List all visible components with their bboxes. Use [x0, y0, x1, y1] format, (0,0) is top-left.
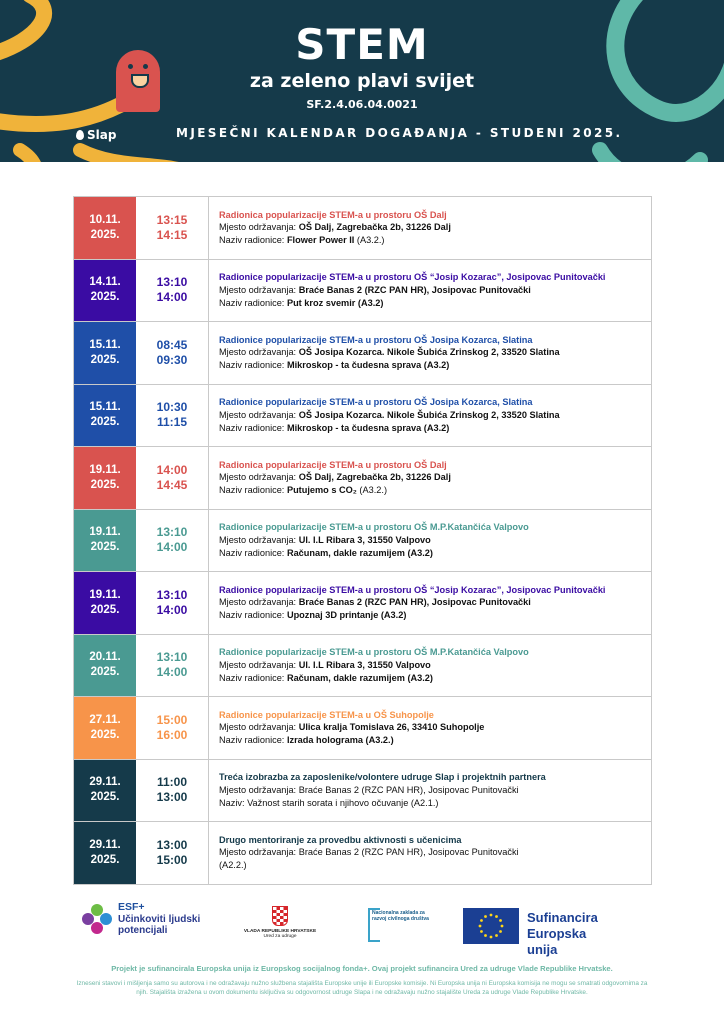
event-title: Radionica popularizacije STEM-a u prostoru OŠ Dalj	[219, 209, 447, 220]
event-date-day: 14.11.	[89, 276, 121, 289]
esf-top-text: ESF+	[118, 901, 145, 913]
event-place	[219, 534, 651, 547]
event-name	[219, 734, 651, 747]
event-name-label: Naziv radionice:	[219, 547, 285, 558]
event-name-label: Naziv radionice:	[219, 610, 285, 621]
event-start-time: 10:30	[156, 400, 188, 415]
event-name-label: Naziv radionice:	[219, 360, 285, 371]
event-row	[74, 197, 651, 260]
event-title: Drugo mentoriranje za provedbu aktivnosti s učenicima	[219, 834, 462, 845]
event-place-value: OŠ Dalj, Zagrebačka 2b, 31226 Dalj	[298, 472, 451, 483]
event-date	[74, 822, 136, 884]
event-code: (A3.2.)	[354, 235, 385, 246]
event-row	[74, 635, 651, 698]
event-date	[74, 322, 136, 384]
event-place-label: Mjesto održavanja:	[219, 534, 297, 545]
event-info	[209, 822, 651, 884]
event-info	[209, 510, 651, 572]
event-date-year: 2025.	[90, 728, 120, 741]
event-name	[219, 422, 651, 435]
event-row	[74, 572, 651, 635]
event-title: Treća izobrazba za zaposlenike/volontere udruge Slap i projektnih partnera	[219, 772, 546, 783]
event-end-time: 16:00	[156, 727, 188, 742]
event-end-time: 11:15	[156, 415, 188, 430]
event-date-day: 20.11.	[89, 651, 121, 664]
event-place	[219, 721, 651, 734]
event-name-label: Naziv radionice:	[219, 735, 285, 746]
event-start-time: 13:00	[156, 837, 188, 852]
event-start-time: 11:00	[156, 775, 188, 790]
event-time	[136, 447, 209, 509]
event-title: Radionice popularizacije STEM-a u prostoru OŠ M.P.Katančića Valpovo	[219, 522, 529, 533]
event-name-value: Računam, dakle razumijem (A3.2)	[286, 672, 433, 683]
nz-text: Nacionalna zaklada za razvoj civilnoga društva	[372, 910, 429, 922]
esf-text: Učinkoviti ljudski potencijali	[118, 913, 201, 936]
event-date-year: 2025.	[90, 853, 120, 866]
event-title: Radionica popularizacije STEM-a u prostoru OŠ Dalj	[219, 459, 447, 470]
event-info	[209, 197, 651, 259]
page-title: STEM	[295, 20, 429, 69]
event-title: Radionice popularizacije STEM-a u prostoru OŠ “Josip Kozarac”, Josipovac Punitovački	[219, 272, 606, 283]
event-time	[136, 322, 209, 384]
esf-flower-icon	[80, 902, 114, 936]
event-start-time: 08:45	[156, 337, 188, 352]
event-title: Radionice popularizacije STEM-a u prostoru OŠ Josipa Kozarca, Slatina	[219, 397, 533, 408]
event-name-value: Računam, dakle razumijem (A3.2)	[286, 547, 433, 558]
event-place	[219, 284, 651, 297]
event-date-day: 15.11.	[89, 401, 121, 414]
event-date-day: 10.11.	[89, 213, 121, 226]
event-date-year: 2025.	[90, 666, 120, 679]
event-date-year: 2025.	[90, 291, 120, 304]
event-time	[136, 635, 209, 697]
event-place	[219, 346, 651, 359]
event-date-day: 15.11.	[89, 338, 121, 351]
event-row	[74, 697, 651, 760]
event-place-label: Mjesto održavanja:	[219, 784, 297, 795]
event-date	[74, 447, 136, 509]
event-start-time: 13:10	[156, 275, 188, 290]
croatian-crest-icon	[272, 906, 288, 926]
event-place	[219, 784, 651, 797]
event-date-day: 19.11.	[89, 588, 121, 601]
event-date-day: 19.11.	[89, 463, 121, 476]
event-name-label: Naziv radionice:	[219, 672, 285, 683]
event-place	[219, 659, 651, 672]
event-name	[219, 484, 651, 497]
event-info	[209, 635, 651, 697]
event-code: (A3.2.)	[356, 485, 387, 496]
events-table	[73, 196, 652, 885]
event-row	[74, 260, 651, 323]
vlada-sub-text: Ured za udruge	[263, 934, 297, 939]
event-time	[136, 510, 209, 572]
event-start-time: 13:10	[156, 587, 188, 602]
event-end-time: 14:00	[156, 290, 188, 305]
event-name-value: Mikroskop - ta čudesna sprava (A3.2)	[286, 360, 450, 371]
logo-strip	[0, 892, 724, 957]
event-place-label: Mjesto održavanja:	[219, 847, 297, 858]
event-date-day: 29.11.	[89, 838, 121, 851]
event-place-value: Ulica kralja Tomislava 26, 33410 Suhopolje	[298, 722, 485, 733]
calendar-heading: MJESEČNI KALENDAR DOGAĐANJA - STUDENI 2025.	[176, 126, 623, 140]
page-subtitle: za zeleno plavi svijet	[249, 70, 475, 92]
event-date-day: 29.11.	[89, 776, 121, 789]
header-banner	[0, 0, 724, 162]
project-code: SF.2.4.06.04.0021	[306, 98, 418, 111]
event-date-year: 2025.	[90, 353, 120, 366]
event-info	[209, 322, 651, 384]
event-place-value: OŠ Dalj, Zagrebačka 2b, 31226 Dalj	[298, 222, 451, 233]
event-date	[74, 510, 136, 572]
event-row	[74, 510, 651, 573]
event-name-value: Flower Power II	[286, 235, 355, 246]
eu-text: Sufinancira Europska unija	[527, 910, 598, 957]
event-date	[74, 197, 136, 259]
event-name-label: Naziv radionice:	[219, 485, 285, 496]
event-name-value: Putujemo s CO₂	[286, 485, 357, 496]
event-name	[219, 609, 651, 622]
event-name-value: Važnost starih sorata i njihovo očuvanje (A2.1.)	[247, 797, 439, 808]
event-place-extra: (A2.2.)	[219, 860, 247, 871]
event-time	[136, 572, 209, 634]
event-place-value: Braće Banas 2 (RZC PAN HR), Josipovac Punitovački	[298, 284, 531, 295]
event-time	[136, 197, 209, 259]
event-start-time: 13:15	[156, 212, 188, 227]
event-end-time: 14:15	[156, 227, 188, 242]
event-date-year: 2025.	[90, 791, 120, 804]
event-date	[74, 635, 136, 697]
event-name-label: Naziv radionice:	[219, 422, 285, 433]
event-name-label: Naziv radionice:	[219, 235, 285, 246]
event-info	[209, 572, 651, 634]
event-place	[219, 846, 651, 859]
event-place-label: Mjesto održavanja:	[219, 284, 297, 295]
vlada-text: VLADA REPUBLIKE HRVATSKE	[243, 929, 317, 934]
event-time	[136, 385, 209, 447]
event-place	[219, 471, 651, 484]
event-date-day: 27.11.	[89, 713, 121, 726]
event-start-time: 15:00	[156, 712, 188, 727]
event-time	[136, 760, 209, 822]
event-date-day: 19.11.	[89, 526, 121, 539]
event-start-time: 13:10	[156, 525, 188, 540]
slap-logo-text: Slap	[87, 128, 117, 142]
event-place-value: OŠ Josipa Kozarca. Nikole Šubića Zrinskog 2, 33520 Slatina	[298, 347, 560, 358]
vlada-logo	[240, 906, 320, 939]
event-title: Radionice popularizacije STEM-a u prostoru OŠ M.P.Katančića Valpovo	[219, 647, 529, 658]
event-place-value: Ul. I.L Ribara 3, 31550 Valpovo	[298, 534, 431, 545]
event-start-time: 13:10	[156, 650, 188, 665]
event-place-value: Braće Banas 2 (RZC PAN HR), Josipovac Punitovački	[298, 597, 531, 608]
event-end-time: 14:00	[156, 665, 188, 680]
event-place-value: Braće Banas 2 (RZC PAN HR), Josipovac Punitovački	[298, 784, 519, 795]
event-place-value: Braće Banas 2 (RZC PAN HR), Josipovac Punitovački	[298, 847, 519, 858]
event-info	[209, 447, 651, 509]
event-row	[74, 760, 651, 823]
event-info	[209, 760, 651, 822]
event-date	[74, 697, 136, 759]
event-name	[219, 797, 651, 810]
event-end-time: 13:00	[156, 790, 188, 805]
event-date-year: 2025.	[90, 603, 120, 616]
event-date-year: 2025.	[90, 416, 120, 429]
event-row	[74, 447, 651, 510]
event-end-time: 14:45	[156, 477, 188, 492]
event-place-value: OŠ Josipa Kozarca. Nikole Šubića Zrinskog 2, 33520 Slatina	[298, 409, 560, 420]
disclaimer: Izneseni stavovi i mišljenja samo su autorova i ne odražavaju nužno službena stajališta Europske unije ili Europske komisije. Ni Europska unija ni Europska komisija ne mogu se smatrati odgovornima za njih. Stajališta izražena u ovom dokumentu isključiva su odgovornost udruge Slapa i ne odražavaju nužno stajalište Ureda za udruge Vlade Republike Hrvatske.	[76, 980, 648, 996]
event-date	[74, 385, 136, 447]
event-place-label: Mjesto održavanja:	[219, 472, 297, 483]
event-row	[74, 322, 651, 385]
event-place-label: Mjesto održavanja:	[219, 722, 297, 733]
event-place-value: Ul. I.L Ribara 3, 31550 Valpovo	[298, 659, 431, 670]
event-info	[209, 260, 651, 322]
event-row	[74, 822, 651, 885]
event-date	[74, 260, 136, 322]
eu-flag-icon	[463, 908, 519, 944]
event-place-label: Mjesto održavanja:	[219, 597, 297, 608]
event-name	[219, 359, 651, 372]
event-row	[74, 385, 651, 448]
event-name	[219, 672, 651, 685]
event-time	[136, 260, 209, 322]
funding-note: Projekt je sufinancirala Europska unija iz Europskog socijalnog fonda+. Ovaj projekt sufinancira Ured za udruge Vlade Republike Hrvatske.	[111, 964, 613, 973]
event-date	[74, 760, 136, 822]
event-title: Radionice popularizacije STEM-a u OŠ Suhopolje	[219, 709, 434, 720]
event-name-label: Naziv:	[219, 797, 245, 808]
event-name	[219, 547, 651, 560]
event-end-time: 14:00	[156, 602, 188, 617]
event-place	[219, 409, 651, 422]
event-name-value: Izrada holograma (A3.2.)	[286, 735, 394, 746]
event-end-time: 09:30	[156, 352, 188, 367]
event-info	[209, 385, 651, 447]
event-name-label: Naziv radionice:	[219, 297, 285, 308]
event-place-label: Mjesto održavanja:	[219, 659, 297, 670]
event-end-time: 14:00	[156, 540, 188, 555]
event-name-value: Upoznaj 3D printanje (A3.2)	[286, 610, 407, 621]
event-time	[136, 822, 209, 884]
event-place-label: Mjesto održavanja:	[219, 347, 297, 358]
event-name-value: Mikroskop - ta čudesna sprava (A3.2)	[286, 422, 450, 433]
event-date-year: 2025.	[90, 478, 120, 491]
event-end-time: 15:00	[156, 852, 188, 867]
event-date-year: 2025.	[90, 228, 120, 241]
event-place-label: Mjesto održavanja:	[219, 409, 297, 420]
slap-logo	[76, 128, 116, 142]
event-name	[219, 234, 651, 247]
event-name-value: Put kroz svemir (A3.2)	[286, 297, 384, 308]
event-start-time: 14:00	[156, 462, 188, 477]
event-place-label: Mjesto održavanja:	[219, 222, 297, 233]
drop-icon	[76, 130, 84, 140]
event-title: Radionice popularizacije STEM-a u prostoru OŠ “Josip Kozarac”, Josipovac Punitovački	[219, 584, 606, 595]
event-date	[74, 572, 136, 634]
event-place	[219, 596, 651, 609]
event-place	[219, 221, 651, 234]
event-date-year: 2025.	[90, 541, 120, 554]
event-info	[209, 697, 651, 759]
event-title: Radionice popularizacije STEM-a u prostoru OŠ Josipa Kozarca, Slatina	[219, 334, 533, 345]
event-time	[136, 697, 209, 759]
event-name	[219, 297, 651, 310]
